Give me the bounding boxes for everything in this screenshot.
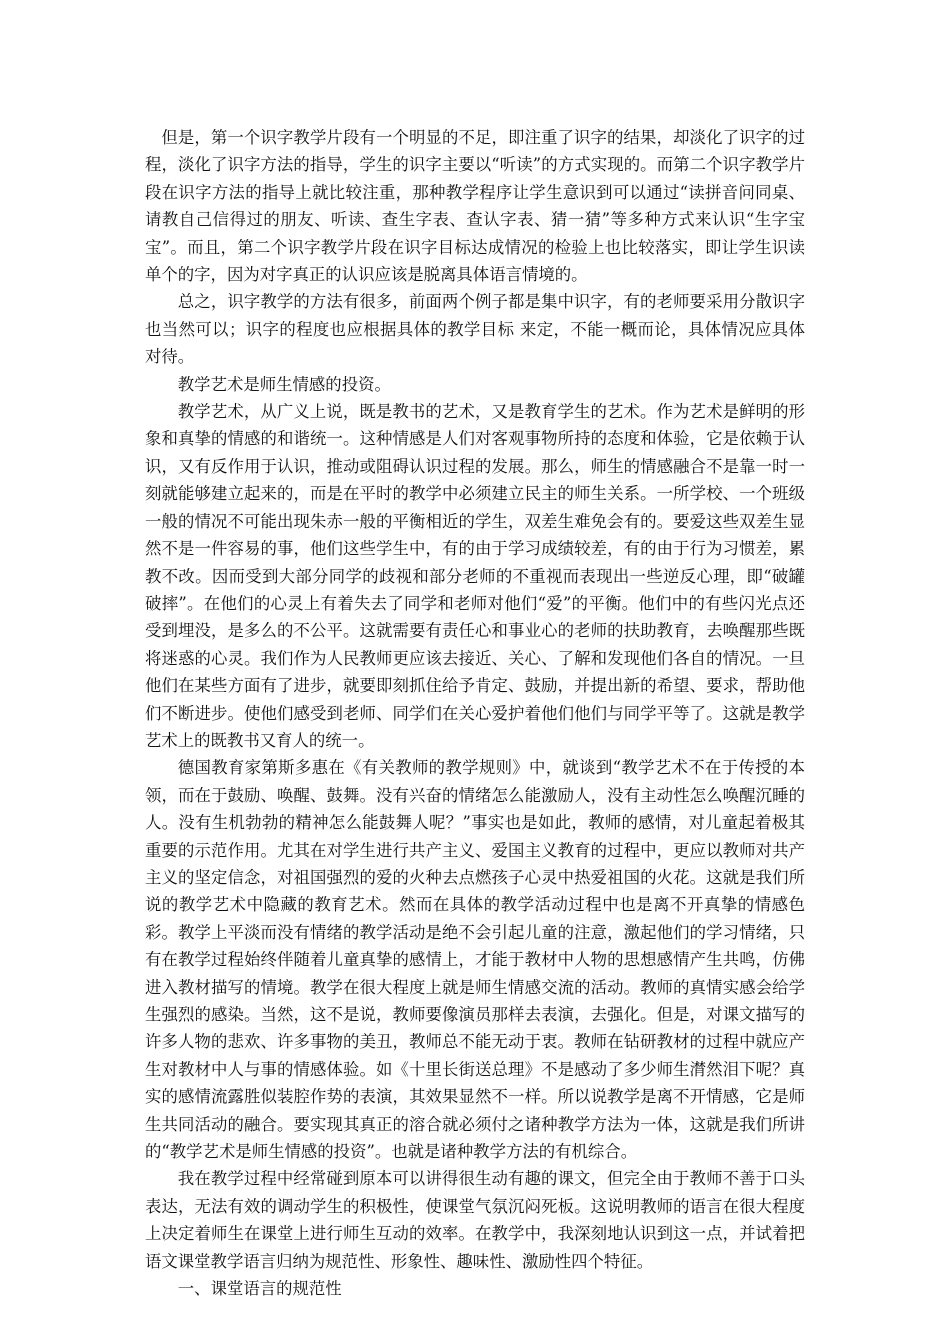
paragraph-summary: 总之，识字教学的方法有很多，前面两个例子都是集中识字，有的老师要采用分散识字也当然可以；识字的程度也应根据具体的教学目标 来定，不能一概而论，具体情况应具体对待。 <box>145 292 805 367</box>
paragraph-diesterweg: 德国教育家第斯多惠在《有关教师的教学规则》中，就谈到“教学艺术不在于传授的本领，而在于鼓励、唤醒、鼓舞。没有兴奋的情绪怎么能激励人，没有主动性怎么唤醒沉睡的人。没有生机勃勃的精神怎么能鼓舞人呢？”事实也是如此，教师的感情，对儿童起着极其重要的示范作用。尤其在对学生进行共产主义、爱国主义教育的过程中，更应以教师对共产主义的坚定信念，对祖国强烈的爱的火种去点燃孩子心灵中热爱祖国的火花。这就是我们所说的教学艺术中隐藏的教育艺术。然而在具体的教学活动过程中也是离不开真挚的情感色彩。教学上平淡而没有情绪的教学活动是绝不会引起儿童的注意，激起他们的学习情绪，只有在教学过程始终伴随着儿童真挚的感情上，才能于教材中人物的思想感情产生共鸣，仿佛进入教材描写的情境。教学在很大程度上就是师生情感交流的活动。教师的真情实感会给学生强烈的感染。当然，这不是说，教师要像演员那样去表演，去强化。但是，对课文描写的许多人物的悲欢、许多事物的美丑，教师总不能无动于衷。教师在钻研教材的过程中就应产生对教材中人与事的情感体验。如《十里长街送总理》不是感动了多少师生潸然泪下呢？真实的感情流露胜似装腔作势的表演，其效果显然不一样。所以说教学是离不开情感，它是师生共同活动的融合。要实现其真正的溶合就必须付之诸种教学方法为一体，这就是我们所讲的“教学艺术是师生情感的投资”。也就是诸种教学方法的有机综合。 <box>145 758 805 1162</box>
paragraph-literacy-segments: 但是，第一个识字教学片段有一个明显的不足，即注重了识字的结果，却淡化了识字的过程，淡化了识字方法的指导，学生的识字主要以“听读”的方式实现的。而第二个识字教学片段在识字方法的指导上就比较注重，那种教学程序让学生意识到可以通过“读拼音问同桌、请教自己信得过的朋友、听读、查生字表、查认字表、猜一猜”等多种方式来认识“生字宝宝”。而且，第二个识字教学片段在识字目标达成情况的检验上也比较落实，即让学生识读单个的字，因为对字真正的认识应该是脱离具体语言情境的。 <box>145 128 805 285</box>
section-heading-teaching-art: 教学艺术是师生情感的投资。 <box>177 374 391 394</box>
document-body <box>145 124 805 1302</box>
paragraph-teaching-art: 教学艺术，从广义上说，既是教书的艺术，又是教育学生的艺术。作为艺术是鲜明的形象和真挚的情感的和谐统一。这种情感是人们对客观事物所持的态度和体验，它是依赖于认识，又有反作用于认识，推动或阻碍认识过程的发展。那么，师生的情感融合不是靠一时一刻就能够建立起来的，而是在平时的教学中必须建立民主的师生关系。一所学校、一个班级一般的情况不可能出现朱赤一般的平衡相近的学生，双差生难免会有的。要爱这些双差生显然不是一件容易的事，他们这些学生中，有的由于学习成绩较差，有的由于行为习惯差，累教不改。因而受到大部分同学的歧视和部分老师的不重视而表现出一些逆反心理，即“破罐破摔”。在他们的心灵上有着失去了同学和老师对他们“爱”的平衡。他们中的有些闪光点还受到埋没，是多么的不公平。这就需要有责任心和事业心的老师的扶助教育，去唤醒那些既将迷惑的心灵。我们作为人民教师更应该去接近、关心、了解和发现他们各自的情况。一旦他们在某些方面有了进步，就要即刻抓住给予肯定、鼓励，并提出新的希望、要求，帮助他们不断进步。使他们感受到老师、同学们在关心爱护着他们他们与同学平等了。这就是教学艺术上的既教书又育人的统一。 <box>145 402 805 750</box>
section-heading-normativity: 一、课堂语言的规范性 <box>177 1279 342 1299</box>
paragraph-classroom-language: 我在教学过程中经常碰到原本可以讲得很生动有趣的课文，但完全由于教师不善于口头表达，无法有效的调动学生的积极性，使课堂气氛沉闷死板。这说明教师的语言在很大程度上决定着师生在课堂上进行师生互动的效率。在教学中，我深刻地认识到这一点，并试着把语文课堂教学语言归纳为规范性、形象性、趣味性、激励性四个特征。 <box>145 1169 805 1271</box>
